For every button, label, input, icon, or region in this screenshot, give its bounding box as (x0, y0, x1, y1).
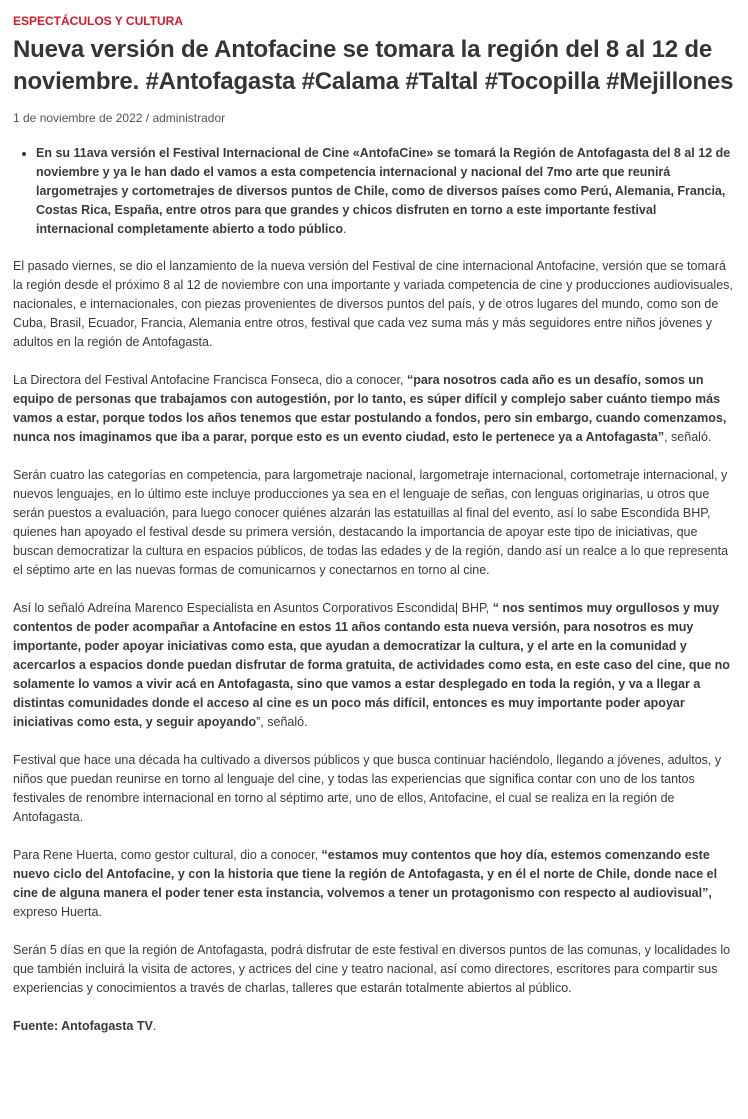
source-line (13, 1017, 734, 1036)
p4-intro: Así lo señaló Adreína Marenco Especialista en Asuntos Corporativos Escondida| BHP, (13, 601, 493, 615)
paragraph-5: Festival que hace una década ha cultivado a diversos públicos y que busca continuar haciéndolo, llegando a jóvenes, adultos, y niños que puedan reunirse en torno al lenguaje del cine, y todas las experiencias que significa contar con uno de los tantos festivales de renombre internacional en torno al séptimo arte, uno de ellos, Antofacine, el cual se realiza en la región de Antofagasta. (13, 753, 722, 824)
p6-end: expreso Huerta. (13, 905, 102, 919)
lead-item (36, 144, 734, 239)
source-bold: Fuente: Antofagasta TV (13, 1019, 153, 1033)
category-link[interactable]: ESPECTÁCULOS Y CULTURA (13, 14, 184, 28)
publish-date: 1 de noviembre de 2022 (13, 111, 143, 125)
p2-end: , señaló. (664, 430, 712, 444)
p4-end: ”, señaló. (256, 715, 308, 729)
p6-quote: “estamos muy contentos que hoy día, estemos comenzando este nuevo ciclo del Antofacine, y con la historia que tiene la región de Antofagasta, y en él el norte de Chile, donde nace el cine de alguna manera el poder tener esta instancia, volvemos a tener un protagonismo con respecto al audiovisual”, (13, 848, 718, 900)
paragraph-3: Serán cuatro las categorías en competencia, para largometraje nacional, largometraje internacional, cortometraje internacional, y nuevos lenguajes, en lo último este incluye producciones ya sea en el lenguaje de señas, con lenguas originarias, u otros que serán puestos a evaluación, para luego conocer quiénes alzarán las estatuillas al final del evento, así lo sabe Escondida BHP, quienes han apoyado el festival desde su primera versión, destacando la importancia de apoyar este tipo de iniciativas, que buscan democratizar la cultura en espacios públicos, de todas las edades y de la región, dando así un realce a lo que representa el séptimo arte en las nuevas formas de comunicarnos y conectarnos en torno al cine. (13, 468, 729, 577)
article-meta (13, 110, 734, 126)
paragraph-7: Serán 5 días en que la región de Antofagasta, podrá disfrutar de este festival en diversos puntos de las comunas, y localidades lo que también incluirá la visita de actores, y actrices del cine y teatro nacional, así como directores, escritores para compartir sus experiencias y conocimientos a través de charlas, talleres que estarán totalmente abiertos al público. (13, 943, 731, 995)
p4-quote: “ nos sentimos muy orgullosos y muy contentos de poder acompañar a Antofacine en estos 11 años contando esta nueva versión, para nosotros es muy importante, poder apoyar iniciativas como esta, que ayudan a democratizar la cultura, y el arte en la comunidad y acercarlos a espacios donde puedan disfrutar de forma gratuita, de actividades como esta, en este caso del cine, que no solamente lo vamos a vivir acá en Antofagasta, sino que vamos a estar desplegado en toda la región, y va a llegar a distintas comunidades donde el acceso al cine es un poco más difícil, entonces es muy importante poder apoyar iniciativas como esta, y seguir apoyando (13, 601, 730, 729)
paragraph-2 (13, 371, 734, 447)
p2-intro: La Directora del Festival Antofacine Francisca Fonseca, dio a conocer, (13, 373, 407, 387)
article-content (13, 144, 734, 1036)
lead-list (13, 144, 734, 239)
paragraph-1: El pasado viernes, se dio el lanzamiento de la nueva versión del Festival de cine internacional Antofacine, versión que se tomará la región desde el próximo 8 al 12 de noviembre con una importante y variada competencia de cine y producciones audiovisuales, nacionales, e internacionales, con piezas provenientes de diversos puntos del país, y de otros lugares del mundo, como son de Cuba, Brasil, Ecuador, Francia, Alemania entre otros, festival que cada vez suma más y más seguidores entre niños jóvenes y adultos en la región de Antofagasta. (13, 259, 733, 349)
article-title: Nueva versión de Antofacine se tomara la región del 8 al 12 de noviembre. #Antofagasta #Calama #Taltal #Tocopilla #Mejillones (13, 36, 734, 95)
paragraph-6 (13, 846, 734, 922)
p2-quote: “para nosotros cada año es un desafío, somos un equipo de personas que trabajamos con autogestión, por lo tanto, es súper difícil y complejo saber cuánto tiempo más vamos a estar, porque todos los años tenemos que estar postulando a fondos, pero sin embargo, cuando comenzamos, nunca nos imaginamos que iba a parar, porque esto es un evento ciudad, esto le pertenece ya a Antofagasta” (13, 373, 727, 444)
meta-separator: / (142, 111, 153, 125)
lead-bold: En su 11ava versión el Festival Internacional de Cine «AntofaCine» se tomará la Región de Antofagasta del 8 al 12 de noviembre y ya le han dado el vamos a esta competencia internacional y nacional del 7mo arte que reunirá largometrajes y cortometrajes de diversos puntos de Chile, como de diversos países como Perú, Alemania, Francia, Costas Rica, España, entre otros para que grandes y chicos disfruten en torno a este importante festival internacional completamente abierto a todo público (36, 146, 731, 236)
source-end: . (152, 1019, 157, 1033)
author-link[interactable]: administrador (152, 111, 226, 125)
paragraph-4 (13, 599, 734, 732)
lead-end: . (343, 222, 347, 236)
p6-intro: Para Rene Huerta, como gestor cultural, dio a conocer, (13, 848, 322, 862)
